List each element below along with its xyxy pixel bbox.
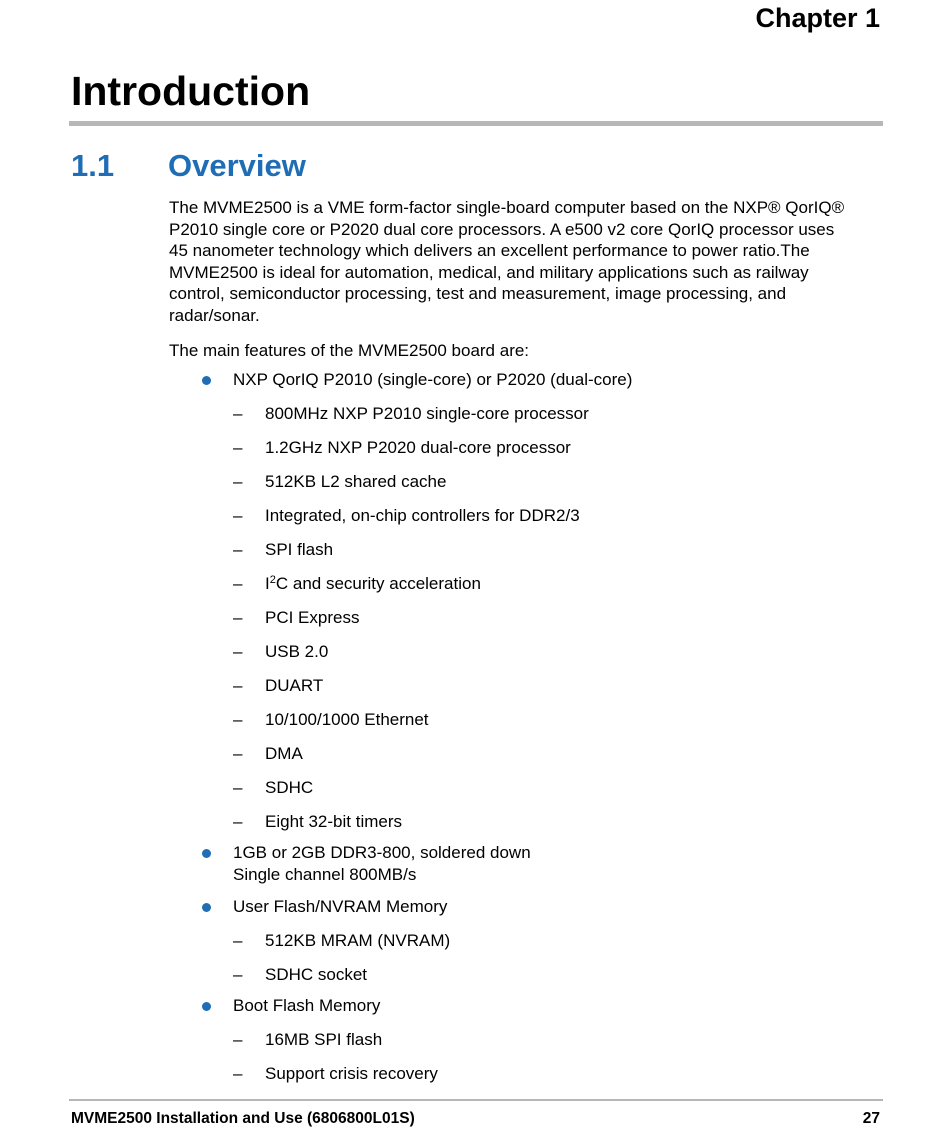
feature-item-memory — [0, 842, 950, 885]
paragraph-line: radar/sonar. — [169, 305, 260, 325]
dash-icon: – — [233, 964, 243, 984]
dash-icon: – — [233, 573, 243, 593]
sub-item-label: PCI Express — [265, 607, 360, 627]
processor-sublist — [233, 403, 950, 832]
sub-item — [233, 505, 950, 527]
sub-item — [233, 743, 950, 765]
bullet-icon — [202, 1002, 211, 1011]
feature-line: NXP QorIQ P2010 (single-core) or P2020 (dual-core) — [233, 370, 633, 389]
sub-item-label: USB 2.0 — [265, 641, 329, 661]
boot-flash-sublist — [233, 1029, 950, 1085]
sub-item — [233, 964, 950, 986]
section-number: 1.1 — [71, 148, 115, 183]
section-title: Overview — [168, 148, 306, 183]
feature-list — [0, 369, 950, 1085]
paragraph-line: MVME2500 is ideal for automation, medical, and military applications such as railway — [169, 262, 809, 282]
i2c-superscript: 2 — [269, 573, 276, 586]
sub-item — [233, 811, 950, 833]
paragraph-line: control, semiconductor processing, test and measurement, image processing, and — [169, 284, 787, 304]
dash-icon: – — [233, 811, 243, 831]
sub-item-label: 800MHz NXP P2010 single-core processor — [265, 403, 589, 423]
sub-item-label: Eight 32-bit timers — [265, 811, 402, 831]
features-lead-sentence: The main features of the MVME2500 board are: — [169, 341, 530, 360]
footer-divider — [69, 1099, 883, 1101]
page-number: 27 — [862, 1110, 880, 1127]
feature-line: 1GB or 2GB DDR3-800, soldered down — [233, 843, 531, 863]
dash-icon: – — [233, 471, 243, 491]
i2c-prefix: I — [265, 573, 270, 593]
paragraph-line: 45 nanometer technology which delivers an excellent performance to power ratio.The — [169, 241, 810, 261]
sub-item-label: 512KB MRAM (NVRAM) — [265, 930, 451, 950]
dash-icon: – — [233, 641, 243, 661]
sub-item-label: 512KB L2 shared cache — [265, 471, 447, 491]
feature-label — [233, 896, 950, 918]
sub-item-label: DUART — [265, 675, 324, 695]
sub-item — [233, 709, 950, 731]
feature-line: Boot Flash Memory — [233, 996, 381, 1016]
chapter-title: Introduction — [71, 68, 311, 114]
bullet-icon — [202, 903, 211, 912]
dash-icon: – — [233, 709, 243, 729]
sub-item-label: 16MB SPI flash — [265, 1030, 383, 1050]
sub-item-label: SDHC — [265, 777, 314, 797]
footer-document-title: MVME2500 Installation and Use (6806800L01S) — [71, 1110, 415, 1127]
dash-icon: – — [233, 437, 243, 457]
sub-item — [233, 1063, 950, 1085]
sub-item — [233, 641, 950, 663]
sub-item-label: Support crisis recovery — [265, 1064, 438, 1084]
dash-icon: – — [233, 1030, 243, 1050]
sub-item-label: Integrated, on-chip controllers for DDR2/3 — [265, 505, 580, 525]
dash-icon: – — [233, 930, 243, 950]
sub-item — [233, 675, 950, 697]
sub-item-label: DMA — [265, 743, 303, 763]
paragraph-line: The MVME2500 is a VME form-factor single-board computer based on the NXP® QorIQ® — [169, 198, 845, 217]
user-flash-sublist — [233, 930, 950, 986]
sub-item — [233, 1029, 950, 1051]
bullet-icon — [202, 849, 211, 858]
feature-line: Single channel 800MB/s — [233, 864, 417, 884]
dash-icon: – — [233, 1064, 243, 1084]
bullet-icon — [202, 376, 211, 385]
sub-item — [233, 930, 950, 952]
feature-item-processor — [0, 369, 950, 832]
feature-label — [233, 995, 950, 1017]
feature-item-user-flash — [0, 896, 950, 986]
title-divider — [69, 121, 883, 126]
sub-item — [233, 403, 950, 425]
dash-icon: – — [233, 675, 243, 695]
sub-item — [233, 471, 950, 493]
overview-paragraph — [169, 197, 889, 327]
sub-item — [233, 607, 950, 629]
sub-item-label: SDHC socket — [265, 964, 368, 984]
i2c-suffix: C and security acceleration — [275, 573, 481, 593]
sub-item-label: SPI flash — [265, 539, 334, 559]
sub-item-i2c — [233, 573, 950, 595]
feature-line: User Flash/NVRAM Memory — [233, 896, 448, 916]
paragraph-line: P2010 single core or P2020 dual core processors. A e500 v2 core QorIQ processor uses — [169, 219, 835, 239]
sub-item — [233, 539, 950, 561]
sub-item-label: 1.2GHz NXP P2020 dual-core processor — [265, 437, 571, 457]
dash-icon: – — [233, 777, 243, 797]
dash-icon: – — [233, 607, 243, 627]
dash-icon: – — [233, 743, 243, 763]
feature-label — [233, 842, 950, 885]
sub-item — [233, 437, 950, 459]
sub-item-label: 10/100/1000 Ethernet — [265, 709, 429, 729]
dash-icon: – — [233, 505, 243, 525]
chapter-label: Chapter 1 — [755, 3, 880, 33]
feature-item-boot-flash — [0, 995, 950, 1085]
dash-icon: – — [233, 403, 243, 423]
sub-item — [233, 777, 950, 799]
dash-icon: – — [233, 539, 243, 559]
feature-label — [233, 369, 950, 391]
